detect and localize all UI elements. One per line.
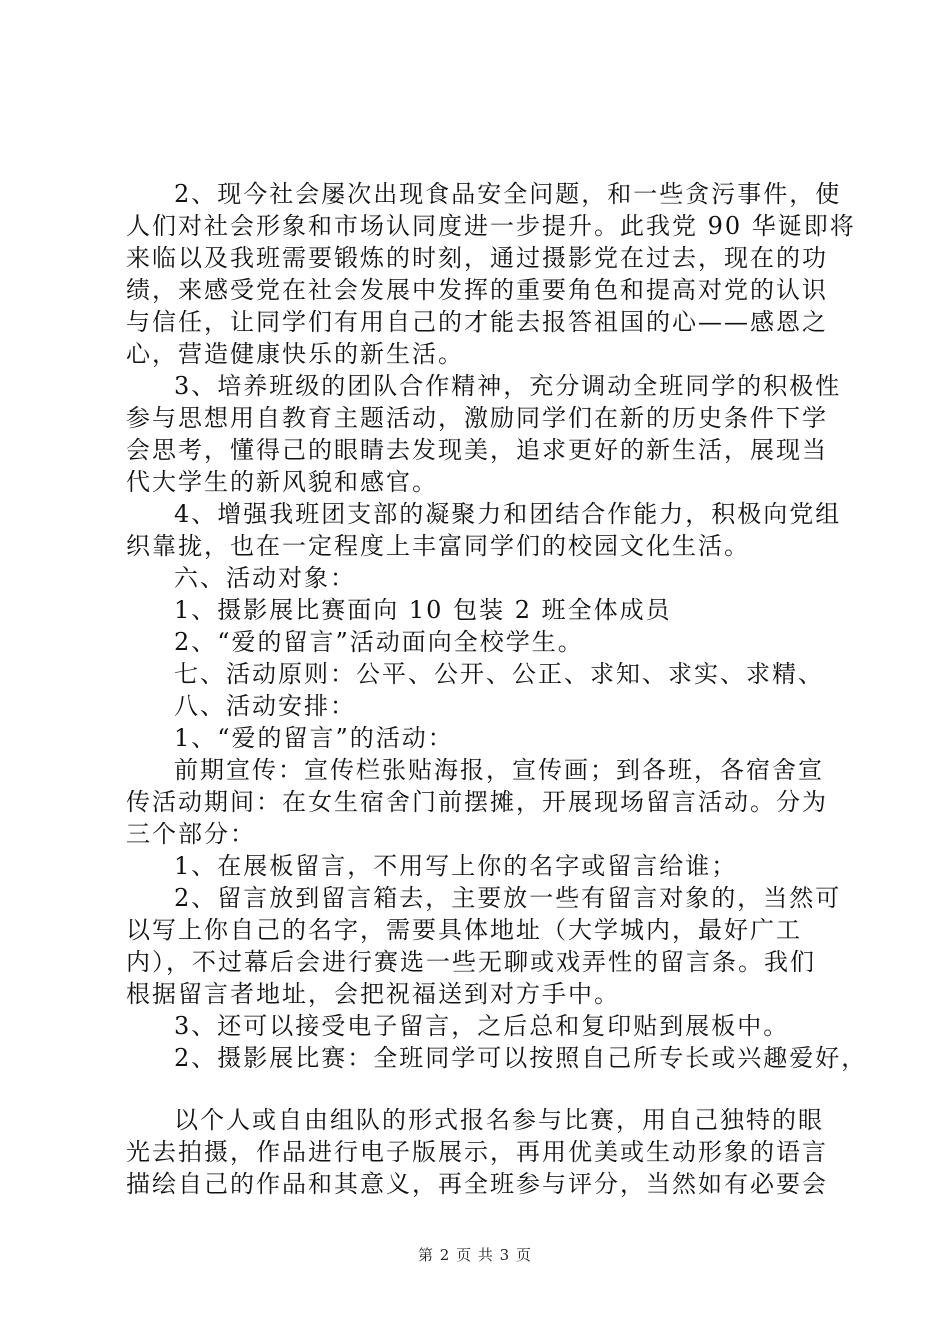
paragraph-line: 织靠拢，也在一定程度上丰富同学们的校园文化生活。 [126,532,750,560]
paragraph-line: 4、增强我班团支部的凝聚力和团结合作能力，积极向党组 [174,500,842,528]
paragraph-line: 来临以及我班需要锻炼的时刻，通过摄影党在过去，现在的功 [126,244,828,272]
paragraph-line: 与信任，让同学们有用自己的才能去报答祖国的心——感恩之 [126,308,828,336]
section-heading: 八、活动安排： [174,692,356,720]
paragraph-line: 1、“爱的留言”的活动： [174,724,454,752]
page-footer: 第 2 页 共 3 页 [418,1246,532,1264]
paragraph-line: 2、“爱的留言”活动面向全校学生。 [174,628,584,656]
paragraph-line: 描绘自己的作品和其意义，再全班参与评分，当然如有必要会 [126,1170,828,1198]
paragraph-line: 三个部分： [126,820,256,848]
paragraph-line: 1、摄影展比赛面向 10 包装 2 班全体成员 [174,596,672,624]
paragraph-line: 以写上你自己的名字，需要具体地址（大学城内，最好广工 [126,916,802,944]
paragraph-line: 光去拍摄，作品进行电子版展示，再用优美或生动形象的语言 [126,1138,828,1166]
section-heading: 六、活动对象： [174,564,356,592]
paragraph-line: 3、还可以接受电子留言，之后总和复印贴到展板中。 [174,1012,790,1040]
paragraph-line: 心，营造健康快乐的新生活。 [126,340,464,368]
paragraph-line: 人们对社会形象和市场认同度进一步提升。此我党 90 华诞即将 [126,212,856,240]
paragraph-line: 根据留言者地址，会把祝福送到对方手中。 [126,980,620,1008]
paragraph-line: 3、培养班级的团队合作精神，充分调动全班同学的积极性 [174,372,842,400]
paragraph-line: 2、摄影展比赛：全班同学可以按照自己所专长或兴趣爱好， [174,1044,868,1072]
paragraph-line: 内），不过幕后会进行赛选一些无聊或戏弄性的留言条。我们 [126,948,816,976]
paragraph-line: 绩，来感受党在社会发展中发挥的重要角色和提高对党的认识 [126,276,828,304]
paragraph-line: 2、现今社会屡次出现食品安全问题，和一些贪污事件，使 [174,180,842,208]
paragraph-line: 传活动期间：在女生宿舍门前摆摊，开展现场留言活动。分为 [126,788,828,816]
paragraph-line: 以个人或自由组队的形式报名参与比赛，用自己独特的眼 [174,1106,824,1134]
paragraph-line: 会思考，懂得己的眼睛去发现美，追求更好的新生活，展现当 [126,436,828,464]
paragraph-line: 1、在展板留言，不用写上你的名字或留言给谁； [174,852,738,880]
paragraph-line: 参与思想用自教育主题活动，激励同学们在新的历史条件下学 [126,404,828,432]
section-heading: 七、活动原则：公平、公开、公正、求知、求实、求精、 [174,660,824,688]
paragraph-line: 前期宣传：宣传栏张贴海报，宣传画；到各班，各宿舍宣 [174,756,824,784]
paragraph-line: 代大学生的新风貌和感官。 [126,468,438,496]
paragraph-line: 2、留言放到留言箱去，主要放一些有留言对象的，当然可 [174,884,842,912]
